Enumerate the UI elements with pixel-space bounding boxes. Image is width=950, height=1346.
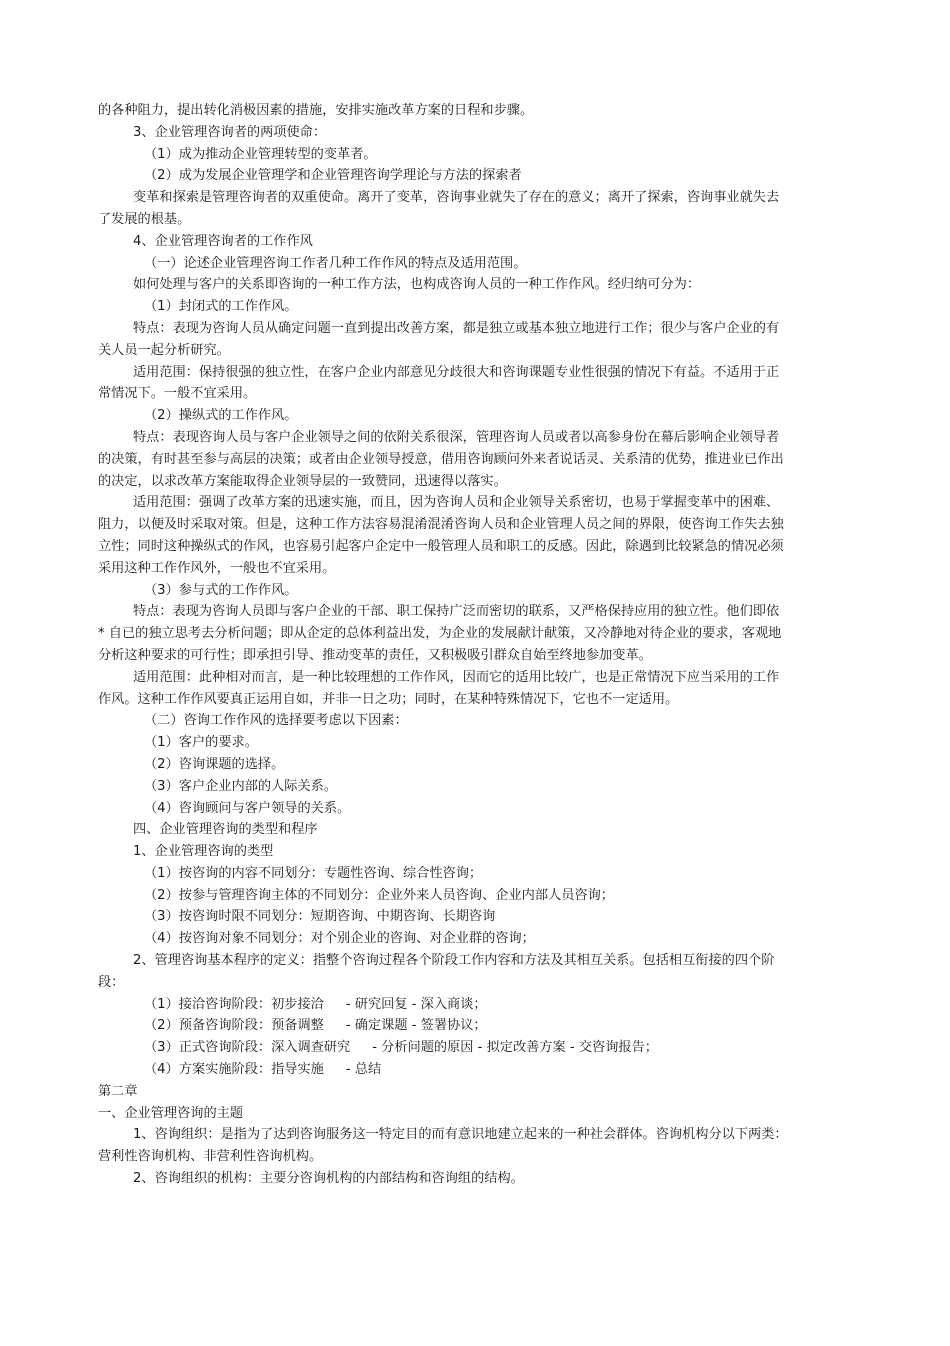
list-item: （3）按咨询时限不同划分：短期咨询、中期咨询、长期咨询 bbox=[144, 909, 496, 925]
heading: 1、企业管理咨询的类型 bbox=[133, 844, 274, 860]
chapter-heading: 第二章 bbox=[98, 1083, 138, 1099]
heading: （二）咨询工作作风的选择要考虑以下因素： bbox=[144, 713, 408, 729]
list-item: （1）客户的要求。 bbox=[144, 735, 258, 751]
list-item bbox=[98, 994, 788, 1016]
list-item: （4）咨询顾问与客户领导的关系。 bbox=[144, 800, 351, 816]
paragraph: 1、咨询组织：是指为了达到咨询服务这一特定目的而有意识地建立起来的一种社会群体。咨询机构分以下两类：营利性咨询机构、非营利性咨询机构。 bbox=[98, 1127, 788, 1165]
stage-label: （4）方案实施阶段：指导实施 bbox=[144, 1062, 324, 1078]
paragraph: 的各种阻力，提出转化消极因素的措施，安排实施改革方案的日程和步骤。 bbox=[98, 103, 534, 118]
paragraph: 适用范围：强调了改革方案的迅速实施，而且，因为咨询人员和企业领导关系密切，也易于掌握变革中的困难、阻力，以便及时采取对策。但是，这种工作方法容易混淆混淆咨询人员和企业管理人员之间的界限，使咨询工作失去独立性；同时这种操纵式的作风，也容易引起客户企定中一般管理人员和职工的反感。因此，除遇到比较紧急的情况必须采用这种工作作风外，一般也不宜采用。 bbox=[98, 495, 784, 576]
list-item: （1）封闭式的工作作风。 bbox=[144, 299, 298, 315]
list-item: （2）咨询课题的选择。 bbox=[144, 756, 285, 772]
document-page bbox=[98, 100, 788, 1190]
stage-steps: - 研究回复 - 深入商谈； bbox=[345, 996, 487, 1012]
paragraph: 变革和探索是管理咨询者的双重使命。离开了变革，咨询事业就失了存在的意义；离开了探索，咨询事业就失去了发展的根基。 bbox=[98, 190, 780, 227]
list-item: （2）按参与管理咨询主体的不同划分：企业外来人员咨询、企业内部人员咨询； bbox=[144, 887, 614, 903]
list-item bbox=[98, 1059, 788, 1081]
list-item bbox=[98, 1015, 788, 1037]
paragraph: 特点：表现为咨询人员从确定问题一直到提出改善方案，都是独立或基本独立地进行工作；很少与客户企业的有关人员一起分析研究。 bbox=[98, 320, 780, 358]
section-heading: 一、企业管理咨询的主题 bbox=[98, 1105, 244, 1121]
list-item: （3）客户企业内部的人际关系。 bbox=[144, 778, 338, 794]
stage-label: （2）预备咨询阶段：预备调整 bbox=[144, 1018, 324, 1034]
list-item: （2）成为发展企业管理学和企业管理咨询学理论与方法的探索者 bbox=[144, 168, 522, 184]
list-item: （1）按咨询的内容不同划分：专题性咨询、综合性咨询； bbox=[144, 865, 483, 881]
stage-label: （3）正式咨询阶段：深入调查研究 bbox=[144, 1040, 351, 1056]
paragraph: 如何处理与客户的关系即咨询的一种工作方法，也构成咨询人员的一种工作作风。经归纳可分为： bbox=[133, 277, 701, 293]
stage-label: （1）接洽咨询阶段：初步接洽 bbox=[144, 996, 324, 1012]
paragraph: 2、管理咨询基本程序的定义：指整个咨询过程各个阶段工作内容和方法及其相互关系。包括相互衔接的四个阶段： bbox=[98, 953, 775, 990]
heading: 4、企业管理咨询者的工作作风 bbox=[133, 233, 313, 249]
stage-steps: - 总结 bbox=[345, 1062, 382, 1078]
paragraph: 适用范围：保持很强的独立性，在客户企业内部意见分歧很大和咨询课题专业性很强的情况下有益。不适用于正常情况下。一般不宜采用。 bbox=[98, 364, 780, 402]
heading: （一）论述企业管理咨询工作者几种工作作风的特点及适用范围。 bbox=[144, 255, 527, 271]
list-item: （2）操纵式的工作作风。 bbox=[144, 408, 298, 424]
paragraph: 特点：表现咨询人员与客户企业领导之间的依附关系很深，管理咨询人员或者以高参身份在幕后影响企业领导者的决策，有时甚至参与高层的决策；或者由企业领导授意，借用咨询顾问外来者说话灵、关系清的优势，推进业已作出的决定，以求改革方案能取得企业领导层的一致赞同，迅速得以落实。 bbox=[98, 429, 784, 489]
paragraph: 特点：表现为咨询人员即与客户企业的干部、职工保持广泛而密切的联系，又严格保持应用的独立性。他们即依 * 自已的独立思考去分析问题；即从企定的总体利益出发，为企业的发展献计献策，又冷静地对待企业的要求，客观地分析这种要求的可行性；即承担引导、推动变革的责任，又积极吸引群众自始至终地参加变革。 bbox=[98, 604, 782, 663]
stage-steps: - 确定课题 - 签署协议； bbox=[345, 1018, 487, 1034]
list-item bbox=[98, 1037, 788, 1059]
list-item: （3）参与式的工作作风。 bbox=[144, 582, 298, 598]
list-item: （1）成为推动企业管理转型的变革者。 bbox=[144, 146, 377, 162]
list-item: （4）按咨询对象不同划分：对个别企业的咨询、对企业群的咨询； bbox=[144, 931, 535, 947]
heading: 3、企业管理咨询者的两项使命： bbox=[133, 124, 327, 140]
section-heading: 四、企业管理咨询的类型和程序 bbox=[133, 822, 318, 838]
paragraph: 2、咨询组织的机构：主要分咨询机构的内部结构和咨询组的结构。 bbox=[133, 1171, 524, 1187]
stage-steps: - 分析问题的原因 - 拟定改善方案 - 交咨询报告； bbox=[372, 1040, 658, 1056]
paragraph: 适用范围：此种相对而言，是一种比较理想的工作作风，因而它的适用比较广，也是正常情况下应当采用的工作作风。这种工作作风要真正运用自如，并非一日之功；同时，在某种特殊情况下，它也不一定适用。 bbox=[98, 669, 780, 707]
